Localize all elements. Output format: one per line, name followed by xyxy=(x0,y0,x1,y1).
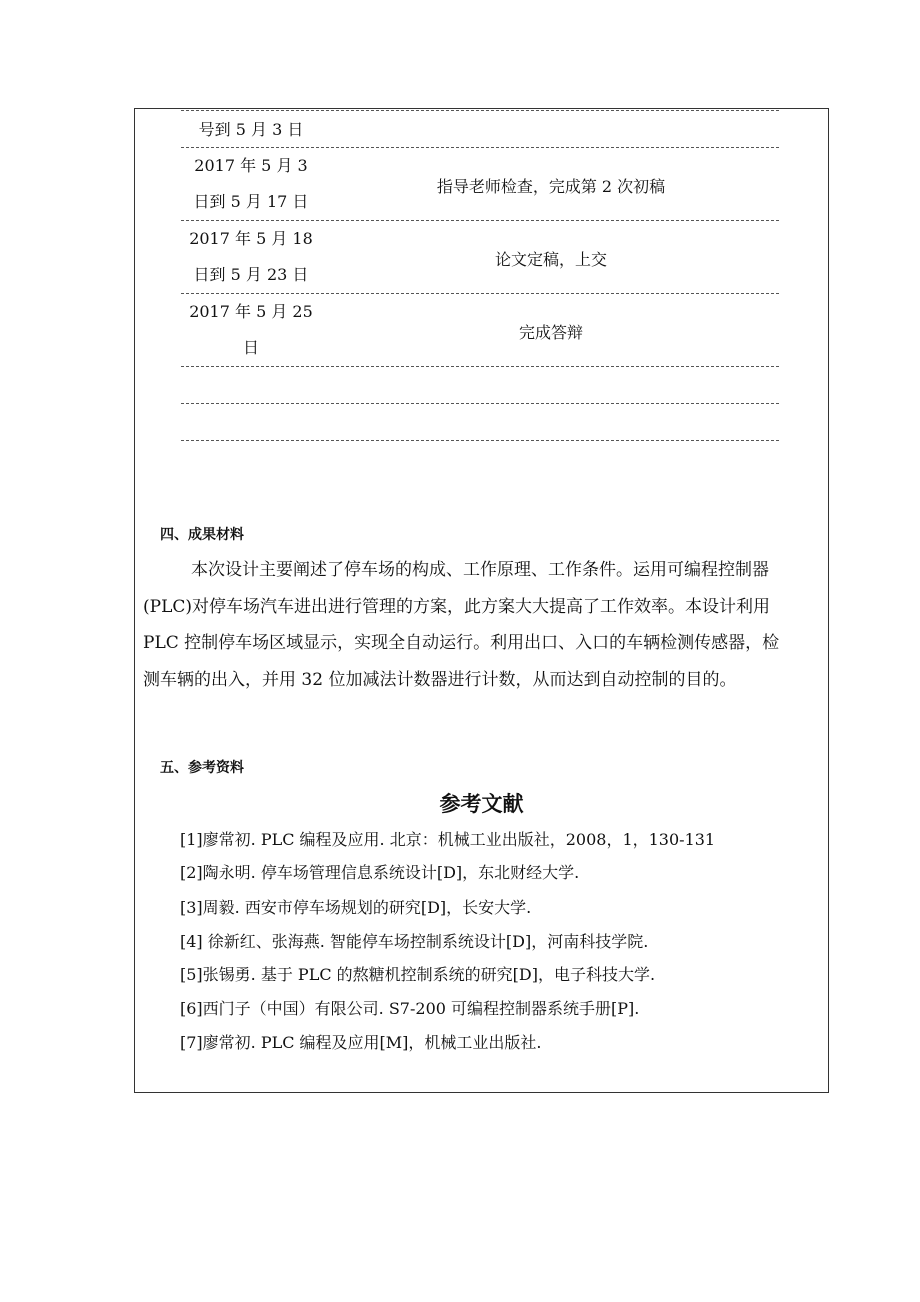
paragraph-line: (PLC)对停车场汽车进出进行管理的方案，此方案大大提高了工作效率。本设计利用 xyxy=(143,596,770,617)
schedule-date-line: 2017 年 5 月 25 xyxy=(189,302,313,321)
schedule-task: 论文定稿，上交 xyxy=(494,250,607,269)
table-row xyxy=(181,294,779,366)
table-row xyxy=(181,112,779,148)
schedule-date-line: 2017 年 5 月 3 xyxy=(194,156,308,175)
table-row xyxy=(181,148,779,220)
schedule-date-line: 日到 5 月 17 日 xyxy=(193,192,309,211)
schedule-date-line: 2017 年 5 月 18 xyxy=(189,229,313,248)
table-divider xyxy=(181,366,779,367)
reference-item: [6]西门子（中国）有限公司. S7-200 可编程控制器系统手册[P]. xyxy=(180,999,640,1018)
paragraph-line: PLC 控制停车场区域显示，实现全自动运行。利用出口、入口的车辆检测传感器，检 xyxy=(143,633,780,653)
schedule-date-line: 日到 5 月 23 日 xyxy=(193,265,309,284)
reference-item: [2]陶永明. 停车场管理信息系统设计[D]，东北财经大学. xyxy=(180,863,580,882)
schedule-task: 指导老师检查，完成第 2 次初稿 xyxy=(436,177,666,196)
table-row xyxy=(181,221,779,293)
reference-item: [7]廖常初. PLC 编程及应用[M]，机械工业出版社. xyxy=(180,1033,542,1052)
paragraph-line: 本次设计主要阐述了停车场的构成、工作原理、工作条件。运用可编程控制器 xyxy=(191,560,769,580)
section-heading-results: 四、成果材料 xyxy=(160,527,244,543)
table-divider xyxy=(181,403,779,404)
reference-item: [5]张锡勇. 基于 PLC 的熬糖机控制系统的研究[D]，电子科技大学. xyxy=(180,965,656,984)
reference-item: [1]廖常初. PLC 编程及应用. 北京：机械工业出版社，2008，1，130-131 xyxy=(180,830,716,849)
paragraph-line: 测车辆的出入，并用 32 位加减法计数器进行计数，从而达到自动控制的目的。 xyxy=(143,669,737,690)
table-divider xyxy=(181,110,779,111)
reference-item: [4] 徐新红、张海燕. 智能停车场控制系统设计[D]，河南科技学院. xyxy=(180,932,649,951)
section-heading-references: 五、参考资料 xyxy=(160,760,244,776)
schedule-task: 完成答辩 xyxy=(518,323,583,342)
results-paragraph xyxy=(143,552,828,698)
references-title: 参考文献 xyxy=(439,791,524,816)
table-divider xyxy=(181,440,779,441)
schedule-date-line: 号到 5 月 3 日 xyxy=(198,120,304,139)
reference-item: [3]周毅. 西安市停车场规划的研究[D]，长安大学. xyxy=(180,898,532,917)
schedule-date-line: 日 xyxy=(242,338,259,357)
